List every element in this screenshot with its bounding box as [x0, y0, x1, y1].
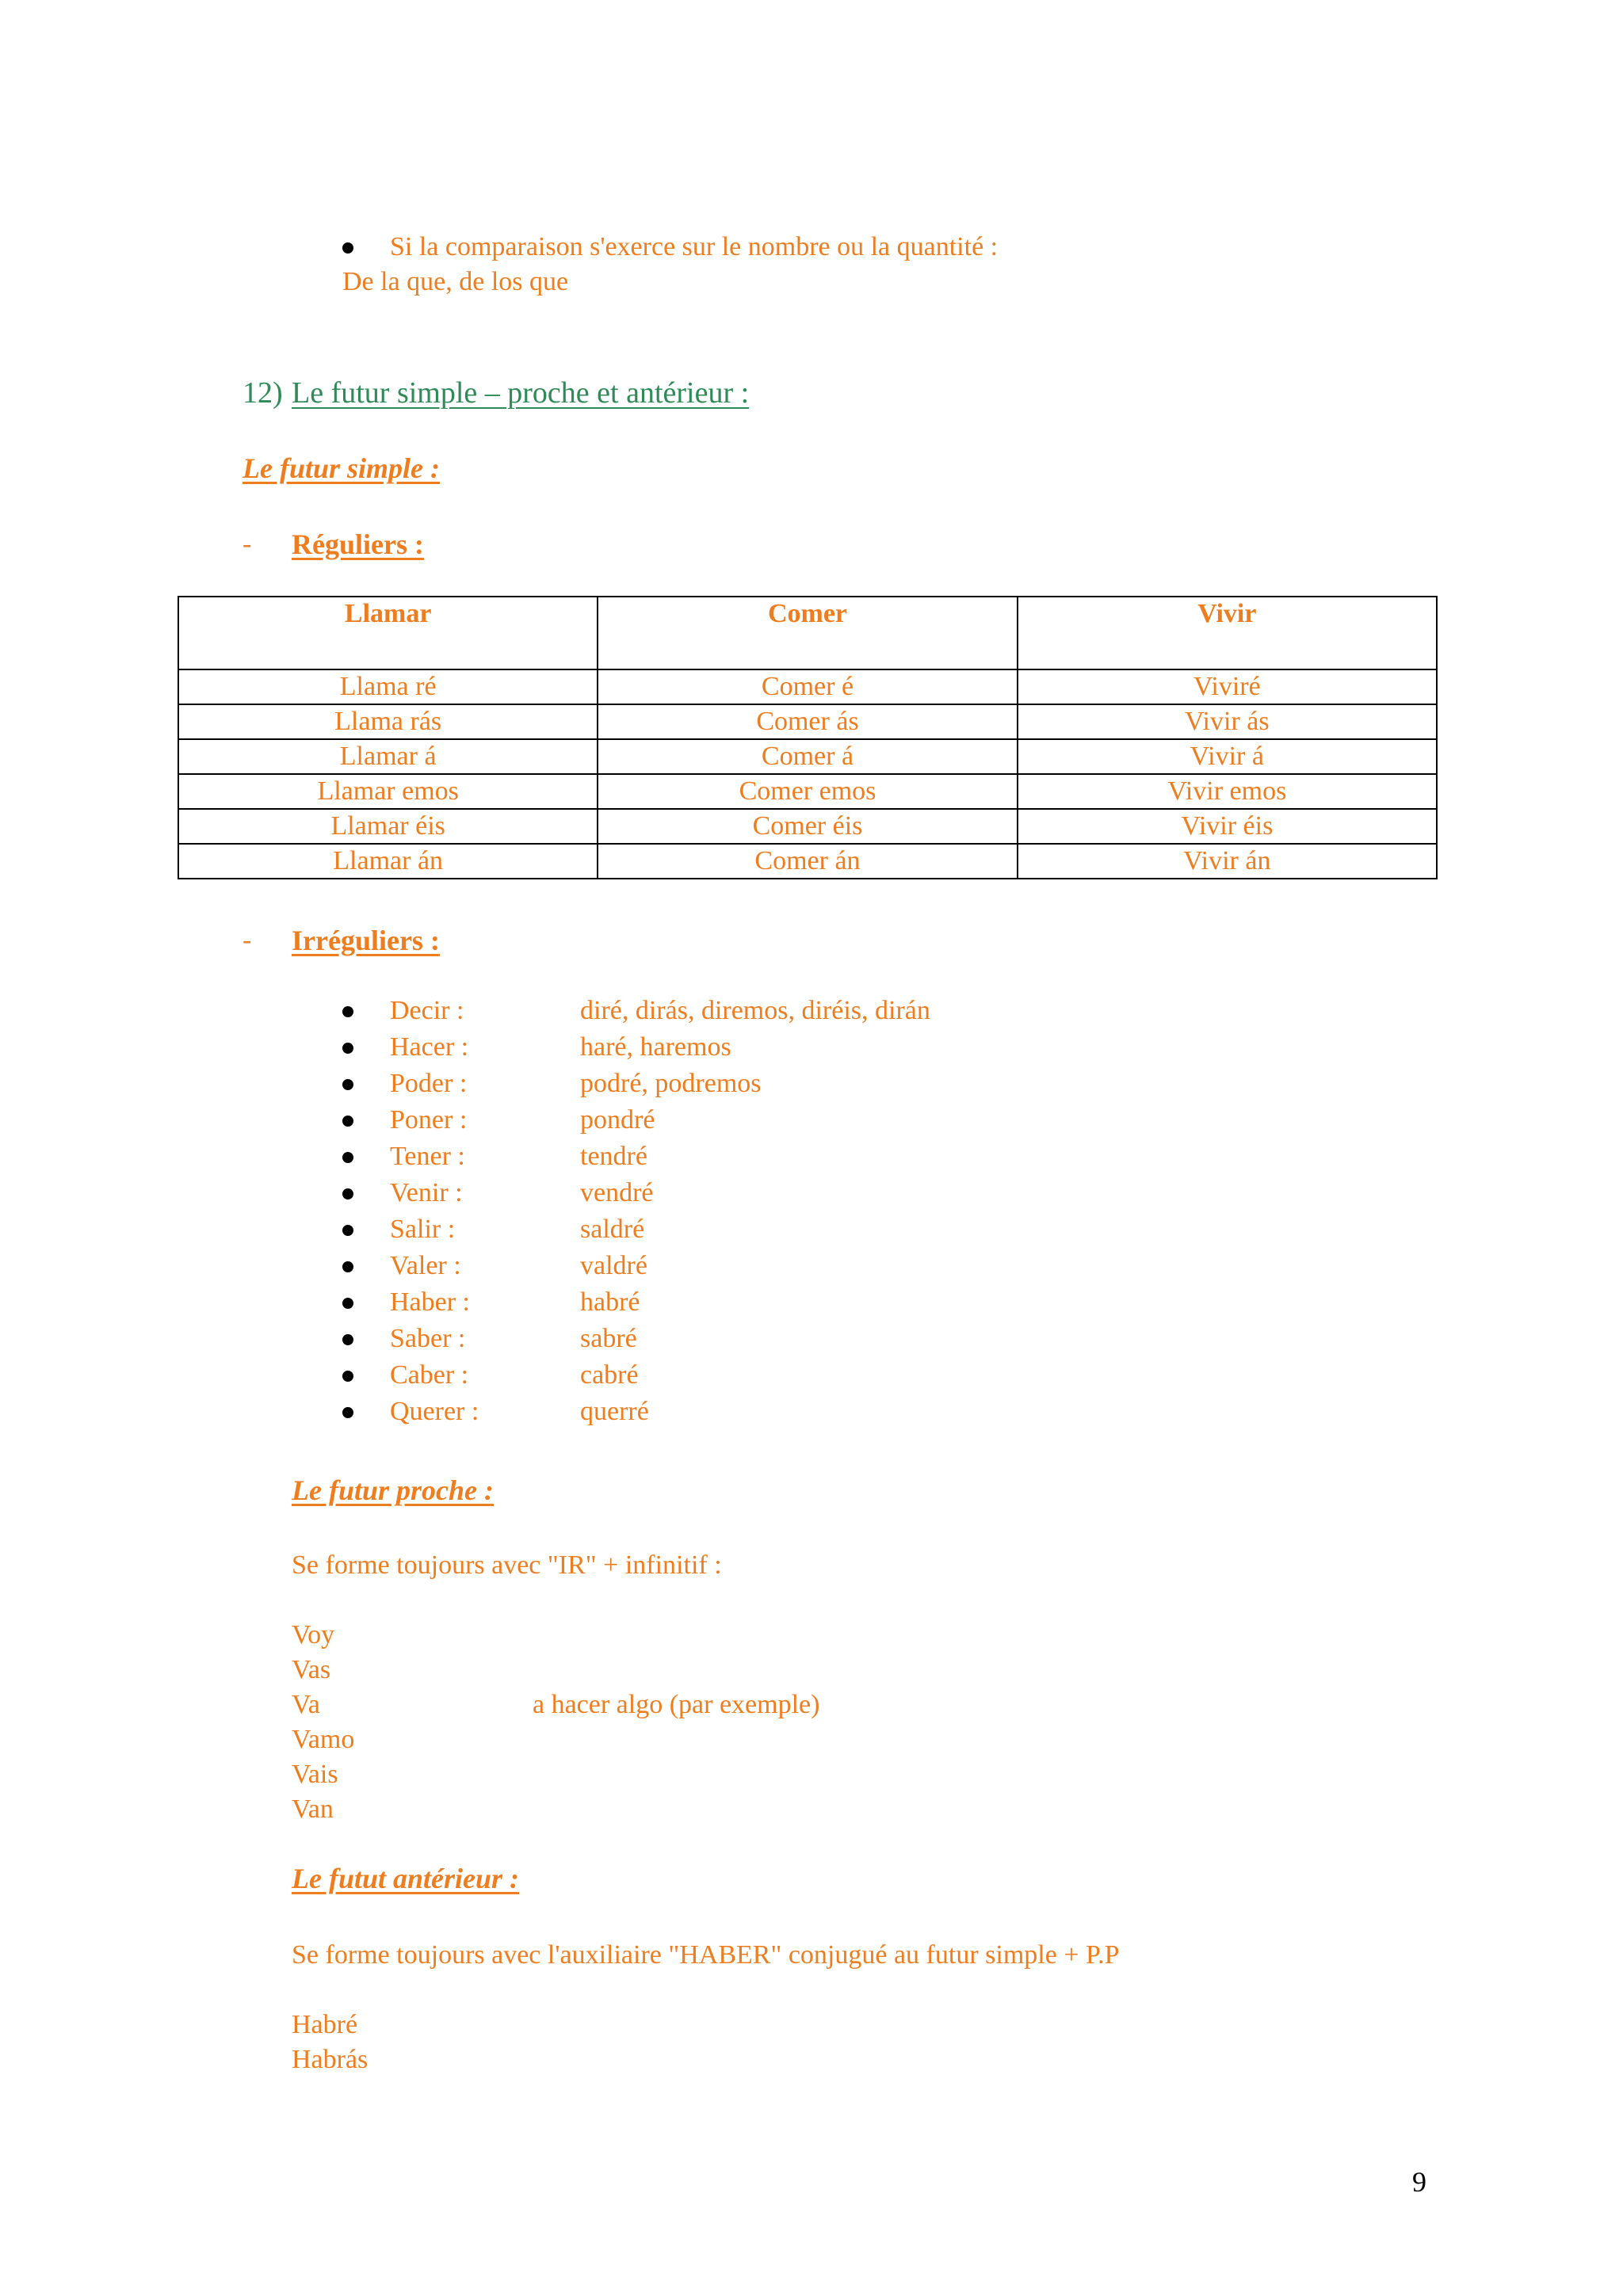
table-row [178, 669, 1437, 704]
comparison-bullet-text: Si la comparaison s'exerce sur le nombre ou la quantité : [390, 232, 999, 261]
table-cell: Comer emos [598, 774, 1017, 809]
irregular-verb: Venir : [390, 1178, 463, 1207]
table-header-row [178, 597, 1437, 669]
table-cell: Llama rás [178, 704, 598, 739]
table-cell: Llama ré [178, 669, 598, 704]
reguliers-label: Réguliers : [292, 528, 424, 560]
table-cell: Vivir á [1018, 739, 1437, 774]
table-cell: Llamar á [178, 739, 598, 774]
futur-proche-heading: Le futur proche : [292, 1474, 494, 1506]
futur-proche-form: Vamo [292, 1725, 355, 1754]
comparison-followup: De la que, de los que [342, 267, 569, 296]
irreguliers-dash: - [242, 925, 252, 955]
futur-anterieur-heading: Le futut antérieur : [292, 1863, 520, 1894]
page-number: 9 [1412, 2166, 1426, 2198]
table-cell: Viviré [1018, 669, 1437, 704]
irregular-verb: Tener : [390, 1142, 465, 1171]
bullet-icon [342, 1225, 353, 1236]
table-header-cell: Comer [598, 597, 1017, 669]
irregular-verb: Querer : [390, 1397, 479, 1426]
irregular-forms: sabré [580, 1324, 637, 1353]
table-row [178, 774, 1437, 809]
table-cell: Vivir éis [1018, 809, 1437, 844]
bullet-icon [342, 1334, 353, 1345]
table-header-cell: Vivir [1018, 597, 1437, 669]
table-cell: Llamar án [178, 844, 598, 879]
irregular-verb: Poner : [390, 1105, 468, 1135]
bullet-icon [342, 1043, 353, 1054]
table-cell: Comer é [598, 669, 1017, 704]
futur-anterieur-rule: Se forme toujours avec l'auxiliaire "HABER" conjugué au futur simple + P.P [292, 1940, 1120, 1970]
table-row [178, 809, 1437, 844]
irregular-verb: Decir : [390, 996, 464, 1025]
irregular-verb: Haber : [390, 1287, 471, 1317]
bullet-icon [342, 242, 353, 254]
futur-proche-complement: a hacer algo (par exemple) [533, 1690, 820, 1719]
bullet-icon [342, 1116, 353, 1127]
irregular-verb: Saber : [390, 1324, 466, 1353]
futur-proche-form: Vas [292, 1655, 331, 1684]
bullet-icon [342, 1079, 353, 1090]
irregular-verb: Caber : [390, 1360, 469, 1390]
futur-proche-rule: Se forme toujours avec "IR" + infinitif : [292, 1550, 722, 1580]
futur-anterieur-form: Habrás [292, 2045, 369, 2074]
irregular-forms: tendré [580, 1142, 647, 1171]
table-header-cell: Llamar [178, 597, 598, 669]
table-cell: Comer ás [598, 704, 1017, 739]
futur-simple-heading: Le futur simple : [242, 452, 440, 484]
irregular-forms: pondré [580, 1105, 655, 1135]
futur-proche-form: Va [292, 1690, 320, 1719]
futur-proche-form: Van [292, 1794, 334, 1824]
bullet-icon [342, 1261, 353, 1272]
section-title: Le futur simple – proche et antérieur : [292, 376, 750, 410]
regular-conjugation-table [178, 596, 1438, 879]
table-cell: Vivir ás [1018, 704, 1437, 739]
irregular-forms: vendré [580, 1178, 654, 1207]
table-cell: Comer án [598, 844, 1017, 879]
irregular-forms: querré [580, 1397, 649, 1426]
irregular-forms: habré [580, 1287, 640, 1317]
bullet-icon [342, 1188, 353, 1199]
irregular-forms: diré, dirás, diremos, diréis, dirán [580, 996, 930, 1025]
bullet-icon [342, 1152, 353, 1163]
table-cell: Comer á [598, 739, 1017, 774]
table-cell: Vivir emos [1018, 774, 1437, 809]
bullet-icon [342, 1298, 353, 1309]
table-row [178, 739, 1437, 774]
futur-proche-form: Voy [292, 1620, 335, 1650]
table-cell: Comer éis [598, 809, 1017, 844]
irregular-forms: haré, haremos [580, 1032, 731, 1062]
table-row [178, 704, 1437, 739]
irregular-verb: Hacer : [390, 1032, 469, 1062]
reguliers-dash: - [242, 529, 252, 559]
bullet-icon [342, 1407, 353, 1418]
table-row [178, 844, 1437, 879]
table-cell: Llamar éis [178, 809, 598, 844]
table-cell: Llamar emos [178, 774, 598, 809]
bullet-icon [342, 1371, 353, 1382]
irregular-forms: saldré [580, 1215, 645, 1244]
futur-anterieur-form: Habré [292, 2010, 358, 2039]
irregular-forms: podré, podremos [580, 1069, 762, 1098]
irreguliers-label: Irréguliers : [292, 925, 440, 956]
section-number: 12) [242, 376, 283, 410]
table-cell: Vivir án [1018, 844, 1437, 879]
irregular-verb: Salir : [390, 1215, 456, 1244]
futur-proche-form: Vais [292, 1760, 338, 1789]
irregular-verb: Poder : [390, 1069, 468, 1098]
irregular-forms: valdré [580, 1251, 647, 1280]
bullet-icon [342, 1006, 353, 1017]
irregular-verb: Valer : [390, 1251, 461, 1280]
irregular-forms: cabré [580, 1360, 639, 1390]
